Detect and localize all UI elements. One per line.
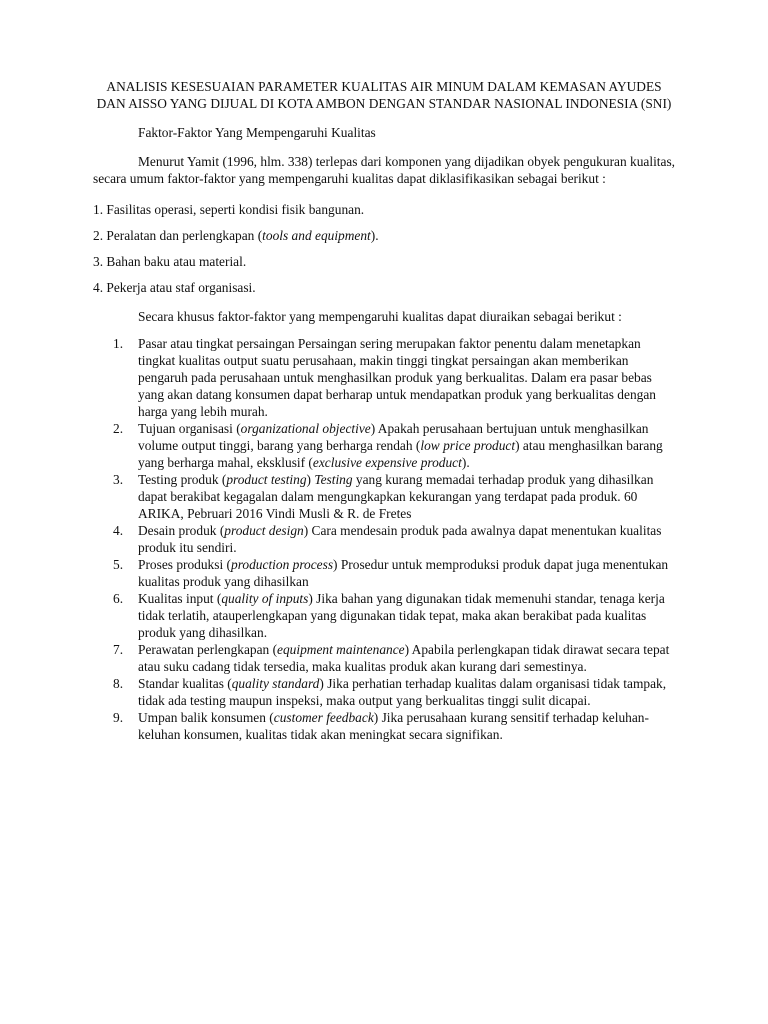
- general-factor-item: 1. Fasilitas operasi, seperti kondisi fisik bangunan.: [93, 202, 365, 217]
- general-factors-list: [93, 201, 675, 296]
- item-number: 4.: [113, 523, 124, 538]
- document-title: ANALISIS KESESUAIAN PARAMETER KUALITAS AIR MINUM DALAM KEMASAN AYUDES DAN AISSO YANG DIJUAL DI KOTA AMBON DENGAN STANDAR NASIONAL INDONESIA (SNI): [96, 79, 672, 111]
- item-number: 8.: [113, 676, 124, 691]
- general-factor-item: 2. Peralatan dan perlengkapan (tools and equipment).: [93, 228, 379, 243]
- item-number: 7.: [113, 642, 124, 657]
- general-factor-item: 3. Bahan baku atau material.: [93, 254, 247, 269]
- section-heading: Faktor-Faktor Yang Mempengaruhi Kualitas: [138, 125, 376, 140]
- item-number: 3.: [113, 472, 124, 487]
- specific-factor-item: 1. Pasar atau tingkat persaingan Persaingan sering merupakan faktor penentu dalam menetapkan tingkat kualitas output suatu perusahaan, makin tinggi tingkat persaingan akan memberikan pengaruh pada perusahaan untuk menghasilkan produk yang berkualitas. Dalam era pasar bebas yang akan datang konsumen dapat berharap untuk mendapatkan produk yang berkualitas dengan harga yang lebih murah.: [113, 336, 656, 419]
- item-number: 5.: [113, 557, 124, 572]
- item-number: 9.: [113, 710, 124, 725]
- intro-paragraph: Menurut Yamit (1996, hlm. 338) terlepas dari komponen yang dijadikan obyek pengukuran kualitas, secara umum faktor-faktor yang mempengaruhi kualitas dapat diklasifikasikan sebagai berikut :: [93, 154, 676, 186]
- document-body: [93, 78, 675, 743]
- specific-factor-item: 3. Testing produk (product testing) Testing yang kurang memadai terhadap produk yang dihasilkan dapat berakibat kegagalan dalam mengungkapkan kekurangan yang terdapat pada produk. 60 ARIKA, Pebruari 2016 Vindi Musli & R. de Fretes: [113, 472, 654, 521]
- general-factor-item: 4. Pekerja atau staf organisasi.: [93, 280, 256, 295]
- specific-factor-item: 6. Kualitas input (quality of inputs) Jika bahan yang digunakan tidak memenuhi standar, tenaga kerja tidak terlatih, atauperlengkapan yang digunakan tidak tepat, maka akan berakibat pada kualitas produk yang dihasilkan.: [113, 591, 665, 640]
- specific-factor-item: 5. Proses produksi (production process) Prosedur untuk memproduksi produk dapat juga menentukan kualitas produk yang dihasilkan: [113, 557, 669, 589]
- item-number: 2.: [113, 421, 124, 436]
- specific-factor-item: 8. Standar kualitas (quality standard) Jika perhatian terhadap kualitas dalam organisasi tidak tampak, tidak ada testing maupun inspeksi, maka output yang berkualitas tinggi sulit dicapai.: [113, 676, 667, 708]
- item-number: 1.: [113, 336, 124, 351]
- specific-factor-item: 2. Tujuan organisasi (organizational objective) Apakah perusahaan bertujuan untuk menghasilkan volume output tinggi, barang yang berharga rendah (low price product) atau menghasilkan barang yang berharga mahal, eksklusif (exclusive expensive product).: [113, 421, 663, 470]
- specific-factor-item: 7. Perawatan perlengkapan (equipment maintenance) Apabila perlengkapan tidak dirawat secara tepat atau suku cadang tidak tersedia, maka kualitas produk akan kurang dari semestinya.: [113, 642, 670, 674]
- specific-factor-item: 4. Desain produk (product design) Cara mendesain produk pada awalnya dapat menentukan kualitas produk itu sendiri.: [113, 523, 662, 555]
- item-number: 6.: [113, 591, 124, 606]
- specific-intro-paragraph: Secara khusus faktor-faktor yang mempengaruhi kualitas dapat diuraikan sebagai berikut :: [138, 309, 622, 324]
- specific-factors-list: [93, 335, 675, 743]
- specific-factor-item: 9. Umpan balik konsumen (customer feedback) Jika perusahaan kurang sensitif terhadap keluhan-keluhan konsumen, kualitas tidak akan meningkat secara signifikan.: [113, 710, 649, 742]
